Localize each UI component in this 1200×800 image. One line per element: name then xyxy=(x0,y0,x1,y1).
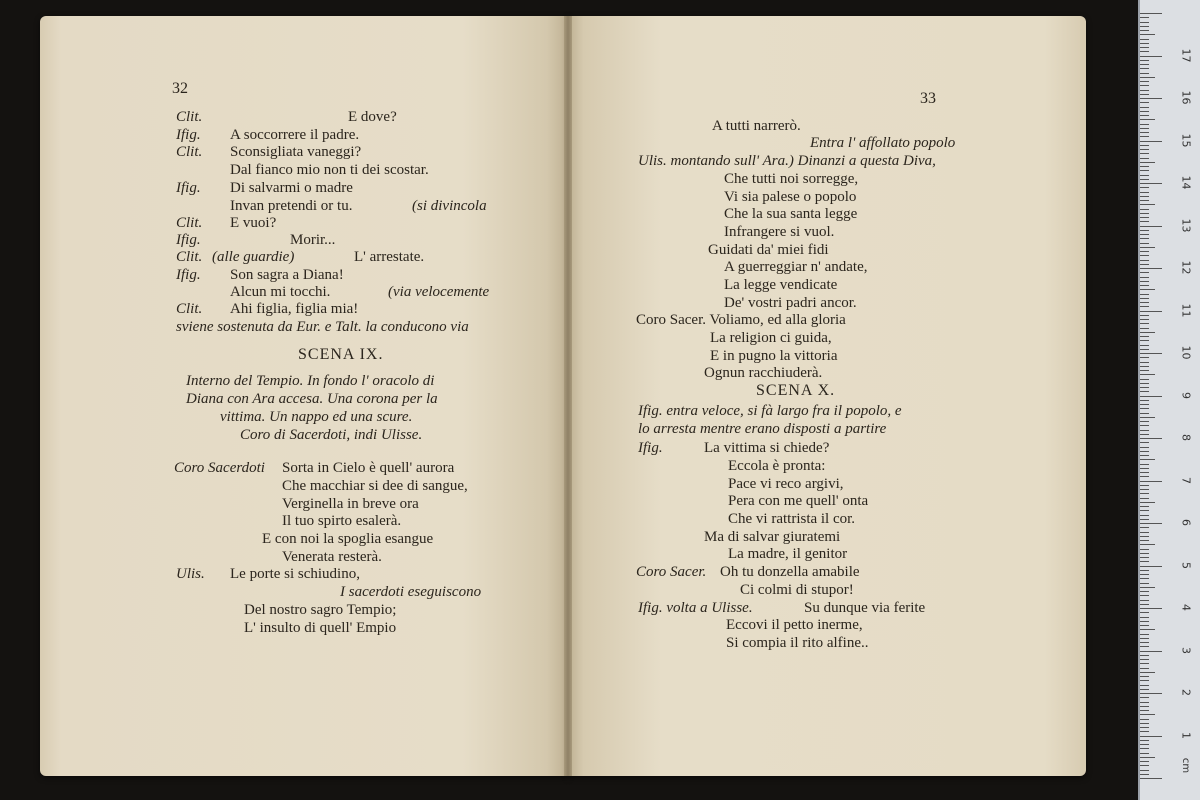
stage-direction: (si divincola xyxy=(412,198,487,214)
speaker-label: Ifig. volta a Ulisse. xyxy=(638,600,753,616)
ruler-tick xyxy=(1140,213,1149,214)
ruler-tick xyxy=(1140,408,1149,409)
dialogue-line: Che la sua santa legge xyxy=(724,206,858,222)
ruler-tick xyxy=(1140,663,1149,664)
ruler-tick xyxy=(1140,697,1149,698)
ruler-tick xyxy=(1140,591,1149,592)
ruler-tick xyxy=(1140,153,1149,154)
dialogue-line: E con noi la spoglia esangue xyxy=(262,531,434,547)
ruler-tick xyxy=(1140,51,1149,52)
ruler-tick xyxy=(1140,502,1155,503)
ruler-tick xyxy=(1140,234,1149,235)
ruler-tick xyxy=(1140,689,1149,690)
ruler-tick xyxy=(1140,655,1149,656)
ruler-tick xyxy=(1140,693,1162,694)
ruler-tick xyxy=(1140,98,1162,99)
ruler-tick xyxy=(1140,22,1149,23)
ruler-tick xyxy=(1140,485,1149,486)
ruler-tick xyxy=(1140,396,1162,397)
ruler-tick xyxy=(1140,136,1149,137)
ruler-tick xyxy=(1140,425,1149,426)
ruler-tick xyxy=(1140,94,1149,95)
speaker-label: Coro Sacerdoti xyxy=(174,460,265,476)
dialogue-line: Morir... xyxy=(290,232,336,248)
ruler-number: 2 xyxy=(1179,689,1193,696)
speaker-label: Ifig. xyxy=(176,180,201,196)
ruler-tick xyxy=(1140,132,1149,133)
dialogue-line: Pace vi reco argivi, xyxy=(728,476,844,492)
ruler-tick xyxy=(1140,124,1149,125)
stage-direction: (alle guardie) xyxy=(212,249,295,265)
dialogue-line: L' insulto di quell' Empio xyxy=(244,620,397,636)
dialogue-line: Eccovi il petto inerme, xyxy=(726,617,863,633)
ruler-number: 9 xyxy=(1179,391,1193,399)
ruler-number: 11 xyxy=(1179,303,1193,317)
dialogue-line: Che tutti noi sorregge, xyxy=(724,171,859,187)
right-page xyxy=(568,16,1086,776)
dialogue-line: La religion ci guida, xyxy=(710,330,832,346)
ruler-tick xyxy=(1140,430,1149,431)
ruler-tick xyxy=(1140,217,1149,218)
ruler-tick xyxy=(1140,221,1149,222)
ruler-tick xyxy=(1140,179,1149,180)
ruler-tick xyxy=(1140,757,1155,758)
ruler-tick xyxy=(1140,532,1149,533)
ruler-tick xyxy=(1140,264,1149,265)
ruler-tick xyxy=(1140,634,1149,635)
ruler-number: 14 xyxy=(1179,175,1193,190)
ruler-tick xyxy=(1140,238,1149,239)
ruler-tick xyxy=(1140,349,1149,350)
stage-direction: sviene sostenuta da Eur. e Talt. la conducono via xyxy=(176,319,469,335)
ruler-tick xyxy=(1140,540,1149,541)
dialogue-line: Eccola è pronta: xyxy=(728,458,826,474)
stage-direction: vittima. Un nappo ed una scure. xyxy=(220,409,413,425)
ruler-tick xyxy=(1140,557,1149,558)
ruler-tick xyxy=(1140,77,1155,78)
ruler-tick xyxy=(1140,306,1149,307)
dialogue-line: La madre, il genitor xyxy=(728,546,848,562)
dialogue-line: Su dunque via ferite xyxy=(804,600,926,616)
ruler-tick xyxy=(1140,13,1162,14)
ruler-tick xyxy=(1140,332,1155,333)
ruler-tick xyxy=(1140,328,1149,329)
ruler-tick xyxy=(1140,417,1155,418)
ruler-tick xyxy=(1140,778,1162,779)
dialogue-line: Di salvarmi o madre xyxy=(230,180,353,196)
ruler-tick xyxy=(1140,387,1149,388)
page-number: 32 xyxy=(172,80,188,97)
ruler-tick xyxy=(1140,158,1149,159)
dialogue-line: Ci colmi di stupor! xyxy=(740,582,854,598)
ruler-tick xyxy=(1140,68,1149,69)
ruler-tick xyxy=(1140,676,1149,677)
dialogue-line: Ognun racchiuderà. xyxy=(704,365,823,381)
measuring-ruler xyxy=(1138,0,1200,800)
ruler-tick xyxy=(1140,115,1149,116)
ruler-tick xyxy=(1140,379,1149,380)
ruler-tick xyxy=(1140,566,1162,567)
ruler-tick xyxy=(1140,608,1162,609)
dialogue-line: Ahi figlia, figlia mia! xyxy=(230,301,359,317)
ruler-tick xyxy=(1140,765,1149,766)
ruler-tick xyxy=(1140,119,1155,120)
dialogue-line: Invan pretendi or tu. xyxy=(230,198,353,214)
dialogue-line: Pera con me quell' onta xyxy=(728,493,869,509)
ruler-tick xyxy=(1140,451,1149,452)
ruler-tick xyxy=(1140,595,1149,596)
ruler-tick xyxy=(1140,625,1149,626)
dialogue-line: Ma di salvar giuratemi xyxy=(704,529,841,545)
ruler-number: 7 xyxy=(1179,476,1193,484)
ruler-tick xyxy=(1140,702,1149,703)
ruler-tick xyxy=(1140,447,1149,448)
ruler-tick xyxy=(1140,761,1149,762)
speaker-label: Clit. xyxy=(176,109,203,125)
ruler-tick xyxy=(1140,340,1149,341)
dialogue-line: Son sagra a Diana! xyxy=(230,267,344,283)
ruler-tick xyxy=(1140,251,1149,252)
dialogue-line: Che vi rattrista il cor. xyxy=(728,511,856,527)
ruler-tick xyxy=(1140,736,1162,737)
scene-heading: SCENA X. xyxy=(756,382,836,399)
ruler-number: 8 xyxy=(1179,434,1193,441)
ruler-tick xyxy=(1140,243,1149,244)
ruler-tick xyxy=(1140,311,1162,312)
ruler-tick xyxy=(1140,209,1149,210)
ruler-tick xyxy=(1140,204,1155,205)
dialogue-line: Infrangere si vuol. xyxy=(724,224,835,240)
dialogue-line: Il tuo spirto esalerà. xyxy=(282,513,402,529)
ruler-tick xyxy=(1140,629,1155,630)
ruler-tick xyxy=(1140,162,1155,163)
ruler-tick xyxy=(1140,561,1149,562)
ruler-tick xyxy=(1140,574,1149,575)
ruler-tick xyxy=(1140,706,1149,707)
ruler-tick xyxy=(1140,268,1162,269)
ruler-tick xyxy=(1140,434,1149,435)
ruler-tick xyxy=(1140,226,1162,227)
ruler-tick xyxy=(1140,774,1149,775)
ruler-tick xyxy=(1140,612,1149,613)
ruler-tick xyxy=(1140,519,1149,520)
ruler-tick xyxy=(1140,289,1155,290)
ruler-tick xyxy=(1140,336,1149,337)
ruler-tick xyxy=(1140,680,1149,681)
stage-direction: Entra l' affollato popolo xyxy=(810,135,956,151)
ruler-tick xyxy=(1140,366,1149,367)
ruler-tick xyxy=(1140,196,1149,197)
ruler-tick xyxy=(1140,442,1149,443)
ruler-tick xyxy=(1140,583,1149,584)
speaker-label: Clit. xyxy=(176,249,203,265)
dialogue-line: E in pugno la vittoria xyxy=(710,348,838,364)
ruler-tick xyxy=(1140,187,1149,188)
ruler-tick xyxy=(1140,489,1149,490)
ruler-tick xyxy=(1140,30,1149,31)
ruler-tick xyxy=(1140,570,1149,571)
speaker-label: Ifig. xyxy=(176,232,201,248)
ruler-tick xyxy=(1140,34,1155,35)
ruler-tick xyxy=(1140,374,1155,375)
ruler-tick xyxy=(1140,553,1149,554)
speaker-label: Ulis. xyxy=(176,566,205,582)
ruler-tick xyxy=(1140,523,1162,524)
ruler-tick xyxy=(1140,587,1155,588)
stage-direction: I sacerdoti eseguiscono xyxy=(340,584,482,600)
ruler-tick xyxy=(1140,600,1149,601)
speaker-label: Coro Sacer. xyxy=(636,564,707,580)
dialogue-line: Si compia il rito alfine.. xyxy=(726,635,869,651)
ruler-tick xyxy=(1140,183,1162,184)
ruler-tick xyxy=(1140,493,1149,494)
ruler-tick xyxy=(1140,73,1149,74)
ruler-tick xyxy=(1140,770,1149,771)
ruler-tick xyxy=(1140,515,1149,516)
page-number: 33 xyxy=(920,90,936,107)
dialogue-line: A guerreggiar n' andate, xyxy=(724,259,868,275)
open-book xyxy=(40,16,1086,784)
ruler-tick xyxy=(1140,646,1149,647)
ruler-tick xyxy=(1140,315,1149,316)
ruler-number: 16 xyxy=(1179,90,1193,105)
speaker-label: Clit. xyxy=(176,144,203,160)
dialogue-line: Del nostro sagro Tempio; xyxy=(244,602,397,618)
ruler-tick xyxy=(1140,260,1149,261)
ruler-tick xyxy=(1140,26,1149,27)
dialogue-line: Sorta in Cielo è quell' aurora xyxy=(282,460,455,476)
ruler-tick xyxy=(1140,383,1149,384)
speaker-label: Clit. xyxy=(176,215,203,231)
stage-direction: Ifig. entra veloce, si fà largo fra il popolo, e xyxy=(638,403,902,419)
stage-direction: (via velocemente xyxy=(388,284,490,300)
speaker-label: Ifig. xyxy=(638,440,663,456)
ruler-tick xyxy=(1140,472,1149,473)
speaker-label: Ifig. xyxy=(176,267,201,283)
ruler-tick xyxy=(1140,468,1149,469)
dialogue-line: Verginella in breve ora xyxy=(282,496,419,512)
dialogue-line: L' arrestate. xyxy=(354,249,425,265)
ruler-tick xyxy=(1140,56,1162,57)
ruler-tick xyxy=(1140,17,1149,18)
left-page xyxy=(40,16,568,776)
ruler-tick xyxy=(1140,404,1149,405)
ruler-tick xyxy=(1140,536,1149,537)
dialogue-line: La vittima si chiede? xyxy=(704,440,830,456)
ruler-tick xyxy=(1140,621,1149,622)
ruler-tick xyxy=(1140,455,1149,456)
stage-direction: lo arresta mentre erano disposti a partire xyxy=(638,421,887,437)
ruler-tick xyxy=(1140,285,1149,286)
ruler-tick xyxy=(1140,323,1149,324)
ruler-tick xyxy=(1140,510,1149,511)
stage-direction: Interno del Tempio. In fondo l' oracolo di xyxy=(186,373,435,389)
ruler-tick xyxy=(1140,578,1149,579)
stage-direction: Diana con Ara accesa. Una corona per la xyxy=(186,391,438,407)
ruler-number: 15 xyxy=(1179,133,1193,147)
ruler-tick xyxy=(1140,617,1149,618)
ruler-tick xyxy=(1140,476,1149,477)
ruler-tick xyxy=(1140,400,1149,401)
ruler-tick xyxy=(1140,727,1149,728)
dialogue-line: Guidati da' miei fidi xyxy=(708,242,829,258)
dialogue-line: De' vostri padri ancor. xyxy=(724,295,857,311)
ruler-number: 3 xyxy=(1179,646,1193,654)
ruler-tick xyxy=(1140,85,1149,86)
ruler-tick xyxy=(1140,81,1149,82)
ruler-tick xyxy=(1140,668,1149,669)
speaker-label: Clit. xyxy=(176,301,203,317)
ruler-tick xyxy=(1140,107,1149,108)
ruler-tick xyxy=(1140,719,1149,720)
ruler-tick xyxy=(1140,604,1149,605)
dialogue-line: Venerata resterà. xyxy=(282,549,382,565)
ruler-tick xyxy=(1140,319,1149,320)
ruler-tick xyxy=(1140,47,1149,48)
ruler-tick xyxy=(1140,302,1149,303)
stage-direction: Coro di Sacerdoti, indi Ulisse. xyxy=(240,427,423,443)
ruler-tick xyxy=(1140,638,1149,639)
ruler-tick xyxy=(1140,527,1149,528)
dialogue-line: Dal fianco mio non ti dei scostar. xyxy=(230,162,429,178)
ruler-tick xyxy=(1140,102,1149,103)
dialogue-line: Sconsigliata vaneggi? xyxy=(230,144,362,160)
ruler-tick xyxy=(1140,459,1155,460)
dialogue-line: E vuoi? xyxy=(230,215,277,231)
ruler-unit-label: cm xyxy=(1180,757,1192,774)
ruler-tick xyxy=(1140,111,1149,112)
ruler-tick xyxy=(1140,362,1149,363)
ruler-tick xyxy=(1140,357,1149,358)
ruler-tick xyxy=(1140,43,1149,44)
ruler-tick xyxy=(1140,353,1162,354)
ruler-tick xyxy=(1140,498,1149,499)
ruler-tick xyxy=(1140,230,1149,231)
ruler-tick xyxy=(1140,145,1149,146)
ruler-tick xyxy=(1140,277,1149,278)
ruler-tick xyxy=(1140,370,1149,371)
ruler-tick xyxy=(1140,247,1155,248)
ruler-number: 4 xyxy=(1179,604,1193,611)
ruler-tick xyxy=(1140,544,1155,545)
ruler-tick xyxy=(1140,744,1149,745)
ruler-tick xyxy=(1140,298,1149,299)
book-gutter xyxy=(564,16,572,776)
scene-heading: SCENA IX. xyxy=(298,346,384,363)
ruler-tick xyxy=(1140,549,1149,550)
dialogue-line: E dove? xyxy=(348,109,397,125)
ruler-tick xyxy=(1140,345,1149,346)
ruler-tick xyxy=(1140,685,1149,686)
ruler-tick xyxy=(1140,294,1149,295)
ruler-tick xyxy=(1140,64,1149,65)
ruler-tick xyxy=(1140,659,1149,660)
ruler-tick xyxy=(1140,481,1162,482)
ruler-tick xyxy=(1140,170,1149,171)
dialogue-line: Oh tu donzella amabile xyxy=(720,564,860,580)
ruler-tick xyxy=(1140,748,1149,749)
stage-direction: Ulis. montando sull' Ara.) Dinanzi a questa Diva, xyxy=(638,153,936,169)
ruler-tick xyxy=(1140,753,1149,754)
ruler-tick xyxy=(1140,128,1149,129)
speaker-label: Ifig. xyxy=(176,127,201,143)
ruler-tick xyxy=(1140,149,1149,150)
ruler-tick xyxy=(1140,200,1149,201)
ruler-tick xyxy=(1140,90,1149,91)
ruler-number: 6 xyxy=(1179,519,1193,526)
dialogue-line: Coro Sacer. Voliamo, ed alla gloria xyxy=(636,312,846,328)
ruler-tick xyxy=(1140,464,1149,465)
ruler-tick xyxy=(1140,281,1149,282)
ruler-tick xyxy=(1140,192,1149,193)
ruler-number: 1 xyxy=(1179,731,1193,739)
ruler-tick xyxy=(1140,731,1149,732)
ruler-tick xyxy=(1140,272,1149,273)
ruler-tick xyxy=(1140,723,1149,724)
ruler-tick xyxy=(1140,740,1149,741)
ruler-tick xyxy=(1140,60,1149,61)
ruler-number: 13 xyxy=(1179,218,1193,232)
ruler-tick xyxy=(1140,255,1149,256)
ruler-number: 10 xyxy=(1179,345,1193,360)
ruler-tick xyxy=(1140,413,1149,414)
dialogue-line: Che macchiar si dee di sangue, xyxy=(282,478,468,494)
ruler-number: 12 xyxy=(1179,260,1193,275)
ruler-tick xyxy=(1140,438,1162,439)
dialogue-line: Alcun mi tocchi. xyxy=(230,284,331,300)
ruler-tick xyxy=(1140,175,1149,176)
ruler-tick xyxy=(1140,391,1149,392)
ruler-tick xyxy=(1140,642,1149,643)
dialogue-line: A soccorrere il padre. xyxy=(230,127,360,143)
dialogue-line: Le porte si schiudino, xyxy=(230,566,360,582)
ruler-tick xyxy=(1140,506,1149,507)
dialogue-line: La legge vendicate xyxy=(724,277,838,293)
ruler-tick xyxy=(1140,141,1162,142)
ruler-tick xyxy=(1140,39,1149,40)
ruler-number: 5 xyxy=(1179,561,1193,569)
dialogue-line: Vi sia palese o popolo xyxy=(724,189,857,205)
ruler-tick xyxy=(1140,166,1149,167)
dialogue-line: A tutti narrerò. xyxy=(712,118,801,134)
ruler-tick xyxy=(1140,421,1149,422)
ruler-tick xyxy=(1140,651,1162,652)
ruler-tick xyxy=(1140,710,1149,711)
ruler-tick xyxy=(1140,672,1155,673)
ruler-number: 17 xyxy=(1179,48,1193,62)
ruler-tick xyxy=(1140,714,1155,715)
